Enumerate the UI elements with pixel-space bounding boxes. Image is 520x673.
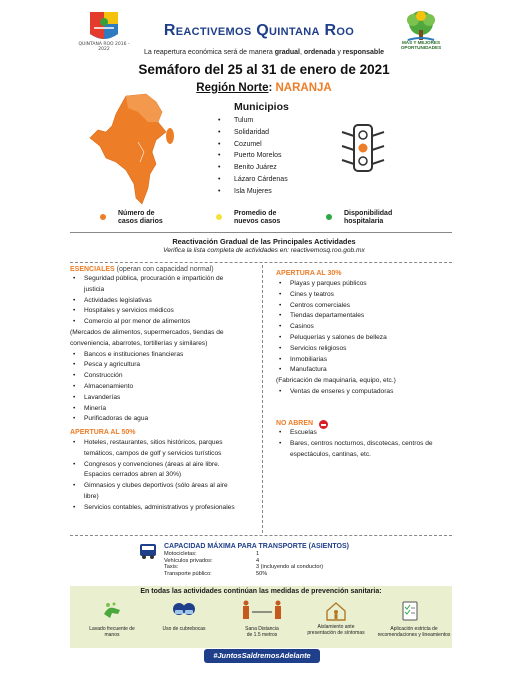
- subtitle: La reapertura económica será de manera gradual, ordenada y responsable: [143, 49, 385, 56]
- list-item: • Cines y teatros: [276, 290, 452, 301]
- facemask-icon: [172, 600, 196, 622]
- list-item: • Lázaro Cárdenas: [218, 174, 288, 186]
- list-item: • Almacenamiento: [70, 382, 262, 393]
- list-item: • Actividades legislativas: [70, 296, 262, 307]
- list-item: • Congresos y convenciones (áreas al aire libre.: [70, 460, 262, 471]
- list-item: Espacios cerrados abren al 30%): [84, 471, 182, 479]
- green-dot-icon: [326, 214, 332, 220]
- list-item: • Manufactura: [276, 365, 452, 376]
- list-item: (Mercados de alimentos, supermercados, tiendas de: [70, 328, 224, 336]
- no-abren-head: NO ABREN: [276, 420, 314, 427]
- medida-label: Sana Distancia de 1.5 metros: [245, 626, 279, 638]
- week-heading: Semáforo del 25 al 31 de enero de 2021: [138, 62, 390, 77]
- list-item: • Bares, centros nocturnos, discotecas, centros de: [276, 439, 452, 450]
- list-item: • Inmobiliarias: [276, 355, 452, 366]
- list-item: • Purificadoras de agua: [70, 414, 262, 425]
- medida-label: Aislamiento ante presentación de síntomas: [307, 624, 365, 636]
- handwash-icon: [100, 600, 124, 622]
- list-item: • Solidaridad: [218, 127, 288, 139]
- list-item: • Tulum: [218, 115, 288, 127]
- esenciales-head: ESENCIALES (operan con capacidad normal): [70, 266, 214, 273]
- checklist-icon: [398, 600, 422, 622]
- quintana-roo-map-icon: [86, 92, 178, 208]
- list-item: espectáculos, cantinas, etc.: [290, 450, 372, 458]
- transporte-label: Motocicletas:: [164, 551, 197, 557]
- legend-item-promedio: Promedio de nuevos casos: [216, 210, 280, 226]
- apertura30-list: [276, 279, 452, 398]
- no-abren-list: [276, 428, 452, 460]
- transporte-value: 4: [256, 557, 260, 564]
- region-heading: Región Norte: NARANJA: [196, 82, 332, 94]
- transporte-value: 3 (incluyendo al conductor): [256, 564, 324, 570]
- list-item: • Casinos: [276, 322, 452, 333]
- yellow-dot-icon: [216, 214, 222, 220]
- list-item: • Playas y parques públicos: [276, 279, 452, 290]
- list-item: • Tiendas departamentales: [276, 311, 452, 322]
- list-item: • Ventas de enseres y computadoras: [276, 387, 452, 398]
- page-title: Reactivemos Quintana Roo: [163, 22, 355, 39]
- list-item: libre): [84, 492, 99, 500]
- legend-item-hospitalaria: Disponibilidad hospitalaria: [326, 210, 392, 226]
- reactivacion-title: Reactivación Gradual de las Principales Actividades: [172, 237, 356, 246]
- list-item: • Bancos e instituciones financieras: [70, 350, 262, 361]
- apertura50-list: [70, 438, 262, 514]
- reactivacion-subtitle: Verifica la lista completa de actividades en: reactivemosq.roo.gob.mx: [163, 247, 365, 254]
- esenciales-list: [70, 274, 262, 425]
- list-item: • Comercio al por menor de alimentos: [70, 317, 262, 328]
- left-logo-caption: QUINTANA ROO 2016 - 2022: [78, 42, 130, 52]
- flyer: [14, 8, 506, 665]
- apertura50-head: APERTURA AL 50%: [70, 429, 136, 436]
- list-item: • Benito Juárez: [218, 162, 288, 174]
- medida-label: Aplicación estricta de recomendaciones y lineamientos: [377, 626, 451, 638]
- list-item: • Isla Mujeres: [218, 186, 288, 198]
- list-item: • Construcción: [70, 371, 262, 382]
- list-item: • Pesca y agricultura: [70, 360, 262, 371]
- list-item: (Fabricación de maquinaria, equipo, etc.): [276, 377, 396, 385]
- orange-dot-icon: [100, 214, 106, 220]
- divider: [70, 232, 452, 233]
- bus-icon: [138, 542, 158, 560]
- list-item: • Seguridad pública, procuración e impartición de: [70, 274, 262, 285]
- transporte-title: CAPACIDAD MÁXIMA PARA TRANSPORTE (ASIENTOS): [164, 543, 349, 550]
- right-logo-caption: MÁS Y MEJORES OPORTUNIDADES: [400, 40, 442, 51]
- list-item: • Minería: [70, 404, 262, 415]
- home-isolation-icon: [324, 600, 348, 622]
- municipios-title: Municipios: [234, 101, 289, 113]
- list-item: temáticos, campos de golf y servicios turísticos: [84, 449, 222, 457]
- hashtag-badge: #JuntosSaldremosAdelante: [204, 649, 320, 663]
- column-divider: [262, 265, 263, 533]
- list-item: • Escuelas: [276, 428, 452, 439]
- list-item: • Servicios religiosos: [276, 344, 452, 355]
- list-item: • Puerto Morelos: [218, 150, 288, 162]
- legend-item-casos: Número de casos diarios: [100, 210, 163, 226]
- transporte-value: 50%: [256, 570, 268, 577]
- medida-label: Lavado frecuente de manos: [89, 626, 135, 638]
- traffic-light-icon: [340, 124, 386, 176]
- list-item: • Hospitales y servicios médicos: [70, 306, 262, 317]
- list-item: • Hoteles, restaurantes, sitios históricos, parques: [70, 438, 262, 449]
- medidas-title: En todas las actividades continúan las medidas de prevención sanitaria:: [140, 588, 382, 595]
- medida-label: Uso de cubrebocas: [162, 626, 206, 632]
- list-item: • Gimnasios y clubes deportivos (sólo áreas al aire: [70, 481, 262, 492]
- apertura30-head: APERTURA AL 30%: [276, 270, 342, 277]
- list-item: • Centros comerciales: [276, 301, 452, 312]
- distance-icon: [240, 600, 284, 622]
- municipios-list: [218, 115, 288, 198]
- list-item: • Peluquerías y salones de belleza: [276, 333, 452, 344]
- list-item: • Cozumel: [218, 139, 288, 151]
- list-item: conveniencia, abarrotes, tortillerías y similares): [70, 339, 208, 347]
- transporte-label: Taxis:: [164, 564, 179, 570]
- transporte-label: Vehículos privados:: [164, 557, 213, 564]
- transporte-value: 1: [256, 551, 260, 557]
- list-item: • Servicios contables, administrativos y profesionales: [70, 503, 262, 514]
- list-item: • Lavanderías: [70, 393, 262, 404]
- transporte-label: Transporte público:: [164, 570, 212, 577]
- list-item: justicia: [84, 285, 105, 293]
